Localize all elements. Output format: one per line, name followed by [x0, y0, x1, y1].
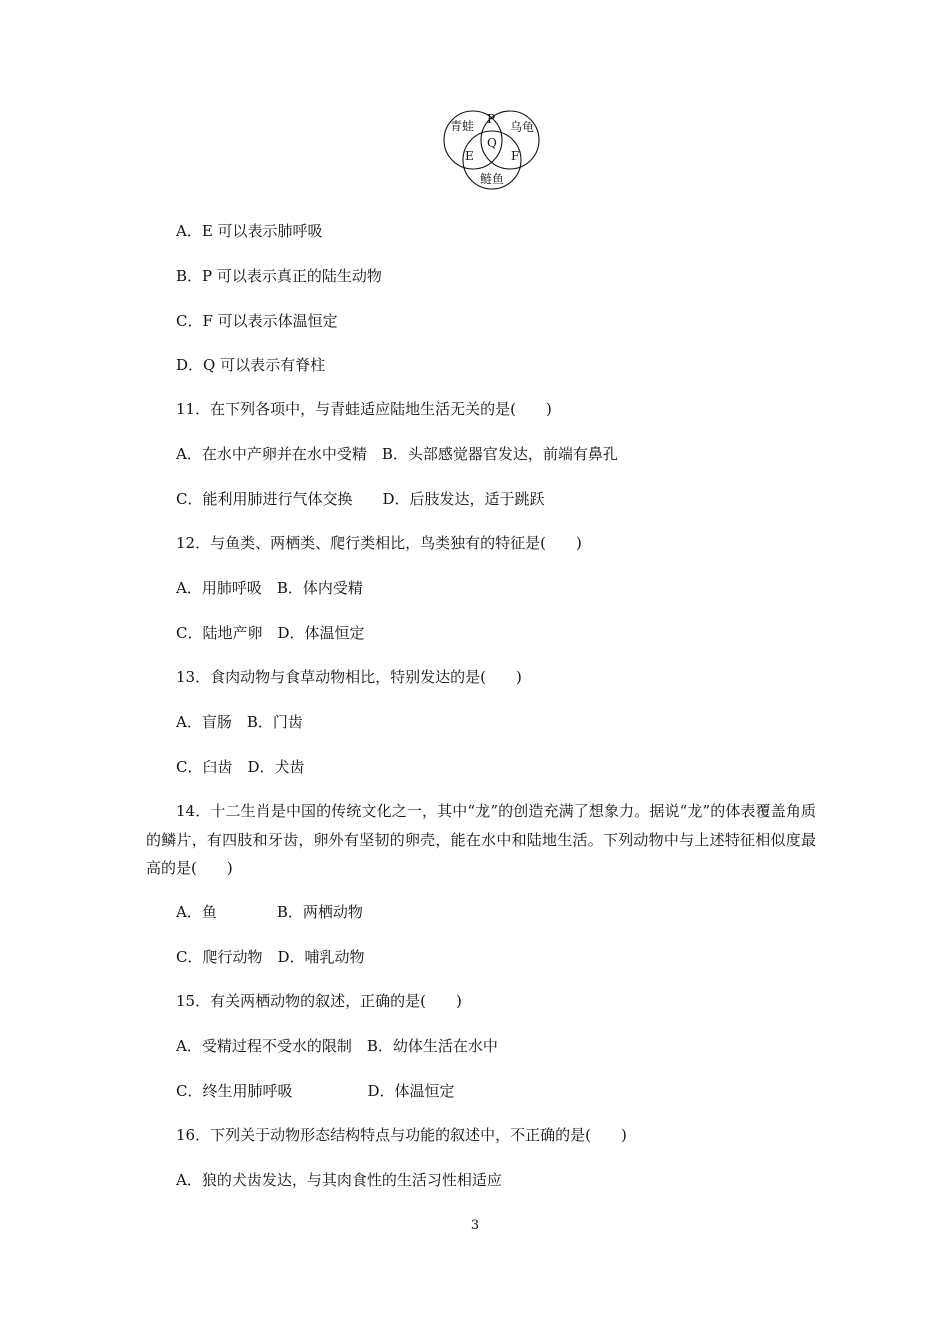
option-b-q10: B．P 可以表示真正的陆生动物 [176, 267, 382, 285]
venn-diagram [440, 104, 546, 190]
label-frog: 青蛙 [450, 119, 475, 133]
venn-svg [440, 104, 546, 190]
options-cd-q12: C．陆地产卵 D．体温恒定 [176, 624, 365, 642]
region-q: Q [487, 136, 497, 150]
region-p: P [487, 112, 496, 126]
options-cd-q14: C．爬行动物 D．哺乳动物 [176, 948, 365, 966]
options-ab-q12: A．用肺呼吸 B．体内受精 [176, 579, 363, 597]
options-cd-q11: C．能利用肺进行气体交换 D．后肢发达，适于跳跃 [176, 490, 545, 508]
question-15: 15．有关两栖动物的叙述，正确的是( ) [176, 992, 462, 1010]
option-a-q16: A．狼的犬齿发达，与其肉食性的生活习性相适应 [176, 1171, 502, 1189]
question-12: 12．与鱼类、两栖类、爬行类相比，鸟类独有的特征是( ) [176, 534, 582, 552]
question-11: 11．在下列各项中，与青蛙适应陆地生活无关的是( ) [176, 400, 552, 418]
option-a-q10: A．E 可以表示肺呼吸 [176, 222, 323, 240]
label-carp: 鲢鱼 [480, 172, 505, 186]
page-number: 3 [470, 1218, 480, 1233]
option-c-q10: C．F 可以表示体温恒定 [176, 312, 338, 330]
options-ab-q13: A．盲肠 B．门齿 [176, 713, 303, 731]
options-cd-q13: C．臼齿 D．犬齿 [176, 758, 305, 776]
region-e: E [465, 149, 474, 163]
region-f: F [511, 149, 520, 163]
options-ab-q14: A．鱼 B．两栖动物 [176, 903, 363, 921]
question-16: 16．下列关于动物形态结构特点与功能的叙述中，不正确的是( ) [176, 1126, 627, 1144]
label-turtle: 乌龟 [510, 120, 535, 134]
options-ab-q15: A．受精过程不受水的限制 B．幼体生活在水中 [176, 1037, 498, 1055]
option-d-q10: D．Q 可以表示有脊柱 [176, 356, 326, 374]
options-ab-q11: A．在水中产卵并在水中受精 B．头部感觉器官发达，前端有鼻孔 [176, 445, 618, 463]
question-13: 13．食肉动物与食草动物相比，特别发达的是( ) [176, 668, 522, 686]
question-14: 14．十二生肖是中国的传统文化之一，其中“龙”的创造充满了想象力。据说“龙”的体表覆盖角质的鳞片，有四肢和牙齿，卵外有坚韧的卵壳，能在水中和陆地生活。下列动物中与上述特征相似度最高的是( ) [146, 802, 816, 877]
options-cd-q15: C．终生用肺呼吸 D．体温恒定 [176, 1082, 455, 1100]
